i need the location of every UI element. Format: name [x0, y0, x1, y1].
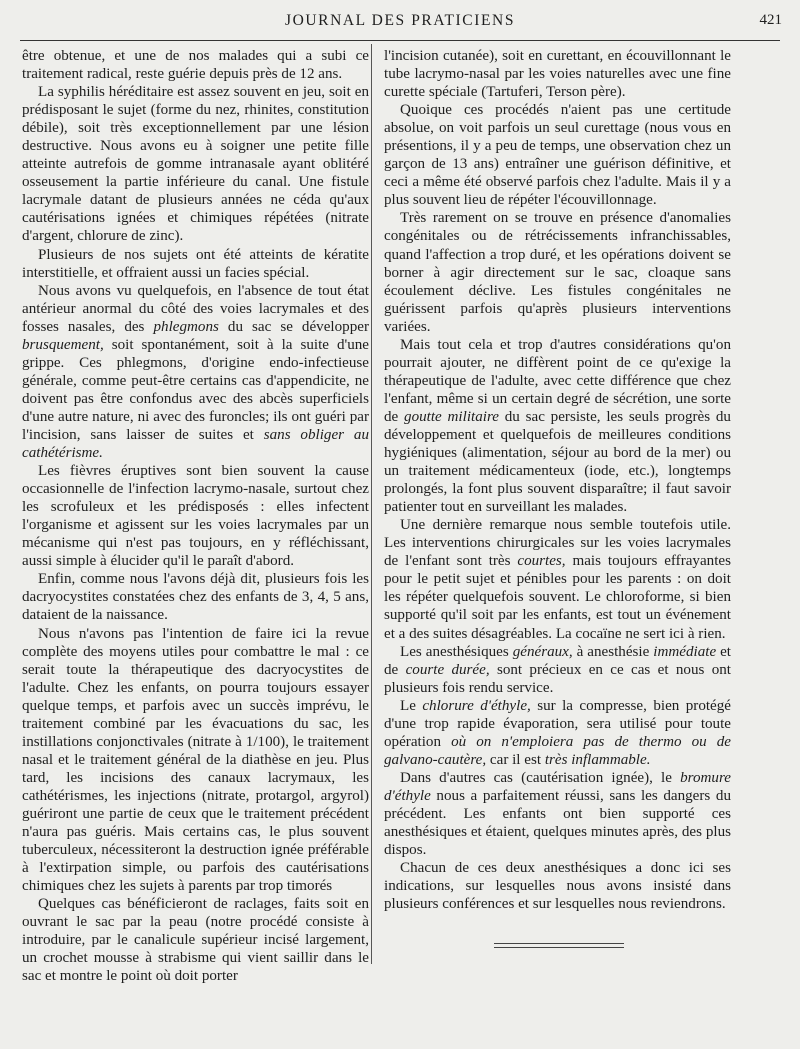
- text-run: du sac se développer: [218, 318, 369, 335]
- paragraph: Les fièvres éruptives sont bien souvent la cause occasionnelle de l'infection lacrymo-nasale, surtout chez les scrofuleux et les prédisposés : elles infectent l'organisme et agissent sur les voies lacrymales par un mécanisme qui n'est pas toujours, en y réfléchissant, aussi simple à élucider qu'il le paraît d'abord.: [22, 463, 369, 570]
- paragraph: [384, 697, 731, 769]
- paragraph: l'incision cutanée), soit en curettant, en écouvillonnant le tube lacrymo-nasal par les voies naturelles avec une fine curette spéciale (Tartuferi, Terson père).: [384, 48, 731, 101]
- italic-run: goutte militaire: [404, 408, 499, 425]
- paragraph: Quelques cas bénéficieront de raclages, faits soit en ouvrant le sac par la peau (notre procédé consiste à introduire, par le canalicule supérieur incisé largement, un crochet mousse à strabisme qui vient saillir dans le sac et montre le point où doit porter: [22, 896, 369, 985]
- paragraph: Plusieurs de nos sujets ont été atteints de kératite interstitielle, et offraient aussi un facies spécial.: [22, 246, 369, 281]
- article-end-rule: [494, 943, 624, 948]
- paragraph: Enfin, comme nous l'avons déjà dit, plusieurs fois les dacryocystites constatées chez des enfants de 3, 4, 5 ans, dataient de la naissance.: [22, 571, 369, 624]
- right-column: [384, 47, 731, 913]
- text-run: sur la compresse, bien protégé d'une trop rapide évaporation, sera utilisé pour toute opération: [384, 697, 731, 750]
- running-title: JOURNAL DES PRATICIENS: [284, 12, 516, 29]
- text-run: car il est: [486, 751, 545, 768]
- paragraph: [384, 769, 731, 859]
- text-run: sont précieux en ce cas et nous ont plusieurs fois rendu service.: [384, 661, 731, 696]
- italic-run: courte durée,: [405, 661, 490, 678]
- text-run: Les anesthésiques: [400, 643, 513, 660]
- italic-run: où on n'emploiera pas de thermo ou de galvano-cautère,: [384, 733, 731, 768]
- paragraph: [384, 643, 731, 697]
- text-run: Nous avons vu quelquefois, en l'absence de tout état antérieur anormal du côté des voies lacrymales et des fosses nasales, des: [22, 282, 369, 335]
- text-run: du sac persiste, les seuls progrès du développement et quelquefois de meilleures conditions hygiéniques (alimentation, séjour au bord de la mer) ou un traitement médicamenteux (iode, etc.), longtemps prolongés, la font plus souvent disparaître; il faut savoir patienter tout en surveillant les malades.: [384, 408, 731, 516]
- paragraph: [384, 516, 731, 642]
- paragraph: être obtenue, et une de nos malades qui a subi ce traitement radical, reste guérie depuis près de 12 ans.: [22, 48, 369, 83]
- italic-run: chlorure d'éthyle,: [422, 697, 531, 714]
- text-run: à anesthésie: [572, 643, 654, 660]
- paragraph: [22, 282, 369, 462]
- italic-run: bromure d'éthyle: [384, 769, 731, 804]
- header-rule: [20, 40, 780, 41]
- italic-run: généraux,: [512, 643, 573, 660]
- page-header: [0, 12, 800, 38]
- paragraph: Nous n'avons pas l'intention de faire ici la revue complète des moyens utiles pour combattre le mal : ce serait toute la thérapeutique des dacryocystites de l'adulte. Chez les enfants, on pourra toujours essayer quelque temps, et parfois avec un succès imprévu, le traitement combiné par les évacuations du sac, les instillations conjonctivales (nitrate à 1/100), le traitement nasal et le traitement général de la diathèse en jeu. Plus tard, les incisions des canaux lacrymaux, les cathétérismes, les injections (nitrate, protargol, argyrol) guériront une partie de ceux que le traitement précédent n'aura pas guéris. Mais certains cas, le plus souvent tuberculeux, nécessiteront la destruction ignée préférable à l'extirpation simple, ou parfois des cautérisations chimiques chez les sujets à parents par trop timorés: [22, 625, 369, 895]
- text-run: Le: [400, 697, 423, 714]
- italic-run: phlegmons: [153, 318, 219, 335]
- text-run: nous a parfaitement réussi, sans les dangers du précédent. Les enfants ont bien supporté ces anesthésiques et étaient, quelques minutes après, des plus dispos.: [384, 787, 731, 859]
- column-divider: [371, 44, 372, 964]
- text-run: Dans d'autres cas (cautérisation ignée), le: [400, 769, 681, 786]
- italic-run: brusquement,: [22, 336, 104, 353]
- paragraph: [384, 336, 731, 516]
- italic-run: courtes,: [517, 553, 566, 570]
- text-run: soit spontanément, soit à la suite d'une grippe. Ces phlegmons, d'origine endo-infectieuse générale, comme peut-être certains cas d'appendicite, ne doivent pas être confondus avec des abcès superficiels d'une autre nature, ni avec des furoncles; ils ont guéri par l'incision, sans laisser de suites et: [22, 336, 369, 443]
- text-run: mais toujours effrayantes pour le petit sujet et pénibles pour les parents : on doit les répéter quelquefois souvent. Le chloroforme, si bien supporté qu'il soit par les enfants, est tout un événement et a des suites désagréables. La cocaïne ne sert ici à rien.: [384, 553, 731, 642]
- paragraph: La syphilis héréditaire est assez souvent en jeu, soit en prédisposant le sujet (forme du nez, rhinites, constitution débile), soit très exceptionnellement par une lésion destructive. Nous avons eu à soigner une petite fille atteinte autrefois de gomme intranasale ayant oblitéré osseusement la partie inférieure du canal. Une fistule lacrymale datant de plusieurs années ne céda qu'aux cautérisations ignées et chimiques répétées (nitrate d'argent, chlorure de zinc).: [22, 84, 369, 245]
- text-run: Une dernière remarque nous semble toutefois utile. Les interventions chirurgicales sur les voies lacrymales de l'enfant sont très: [384, 517, 731, 570]
- text-run: et de: [384, 643, 731, 678]
- italic-run: très inflammable.: [544, 751, 651, 768]
- page-number: 421: [759, 12, 782, 28]
- text-run: Mais tout cela et trop d'autres considérations qu'on pourrait ajouter, ne diffèrent point de ce qu'exige la thérapeutique de l'adulte, avec cette différence que chez l'enfant, même si un certain degré de sécrétion, une sorte de: [384, 336, 731, 425]
- italic-run: sans obliger au cathétérisme.: [22, 426, 369, 462]
- paragraph: Très rarement on se trouve en présence d'anomalies congénitales ou de rétrécissements infranchissables, quand l'affection a trop duré, et les opérations doivent se borner à agir directement sur le sac, cloaque sans écoulement déclive. Les fistules congénitales ne guérissent parfois qu'après plusieurs interventions variées.: [384, 210, 731, 335]
- left-column: [22, 47, 369, 985]
- italic-run: immédiate: [653, 643, 717, 660]
- paragraph: Quoique ces procédés n'aient pas une certitude absolue, on voit parfois un seul curettage (nous vous en présentions, il y a peu de temps, une observation chez un garçon de 13 ans) entraîner une guérison définitive, et ceci a même été observé parfois chez l'adulte. Mais il y a plus souvent lieu de répéter l'écouvillonnage.: [384, 102, 731, 209]
- paragraph: Chacun de ces deux anesthésiques a donc ici ses indications, sur lesquelles nous avons insisté dans plusieurs conférences et sur lesquelles nous reviendrons.: [384, 860, 731, 913]
